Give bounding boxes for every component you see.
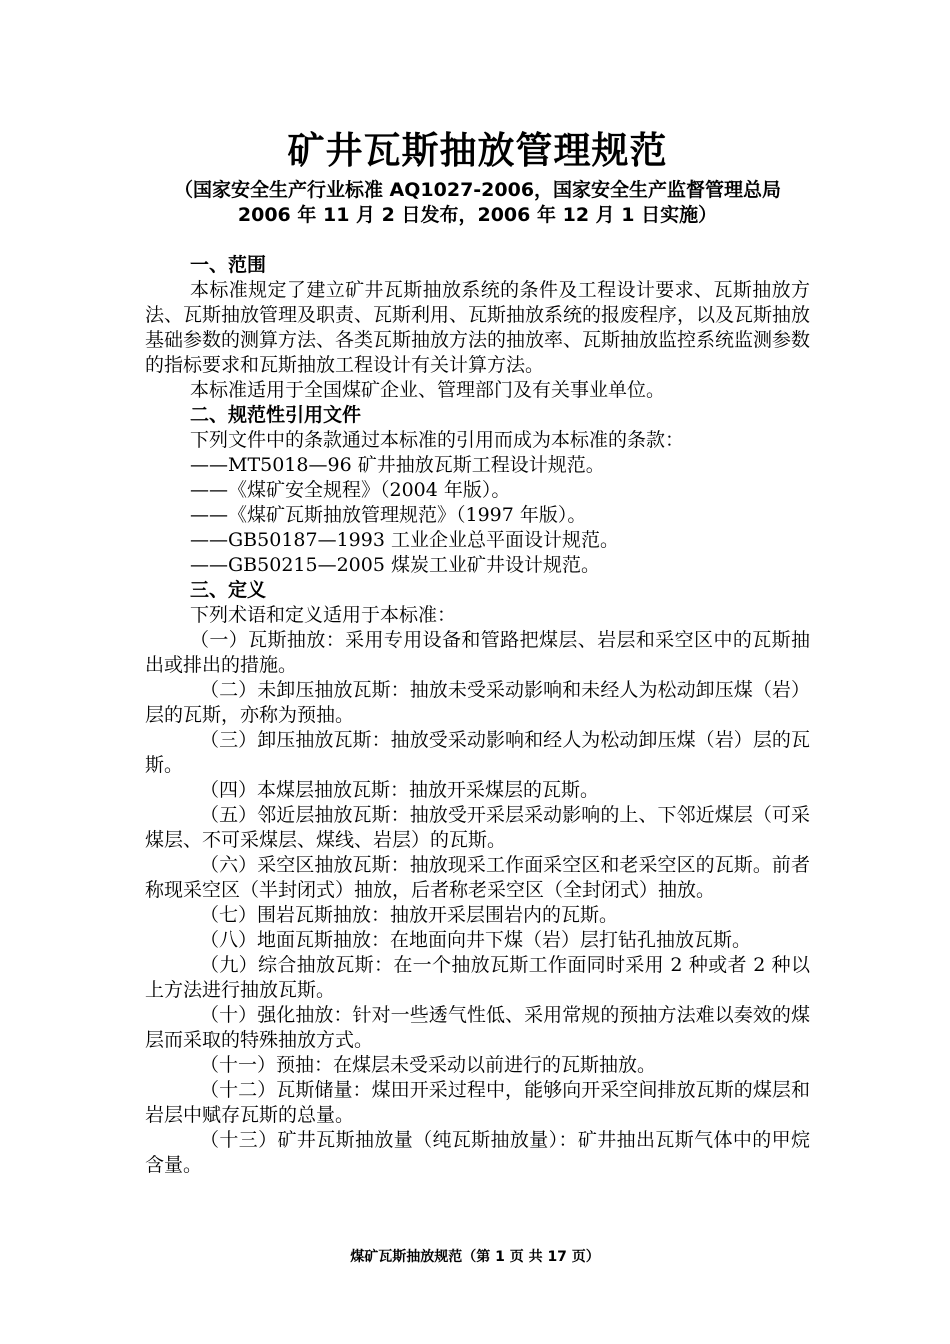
definition-item: （一）瓦斯抽放：采用专用设备和管路把煤层、岩层和采空区中的瓦斯抽出或排出的措施。	[145, 629, 810, 676]
section-heading-scope: 一、范围	[190, 254, 267, 276]
scope-paragraph-1: 本标准规定了建立矿井瓦斯抽放系统的条件及工程设计要求、瓦斯抽放方法、瓦斯抽放管理及职责、瓦斯利用、瓦斯抽放系统的报废程序，以及瓦斯抽放基础参数的测算方法、各类瓦斯抽放方法的抽放率、瓦斯抽放监控系统监测参数的指标要求和瓦斯抽放工程设计有关计算方法。	[145, 279, 811, 376]
reference-item: ——MT5018—96 矿井抽放瓦斯工程设计规范。	[190, 454, 605, 476]
definition-item: （九）综合抽放瓦斯：在一个抽放瓦斯工作面同时采用 2 种或者 2 种以上方法进行抽放瓦斯。	[145, 954, 810, 1001]
definitions-intro: 下列术语和定义适用于本标准：	[190, 604, 457, 626]
definition-item: （三）卸压抽放瓦斯：抽放受采动影响和经人为松动卸压煤（岩）层的瓦斯。	[145, 729, 810, 776]
reference-item: ——GB50187—1993 工业企业总平面设计规范。	[190, 529, 619, 551]
document-title: 矿井瓦斯抽放管理规范	[287, 129, 668, 172]
reference-item: ——GB50215—2005 煤炭工业矿井设计规范。	[190, 554, 600, 576]
definition-item: （七）围岩瓦斯抽放：抽放开采层围岩内的瓦斯。	[200, 904, 619, 926]
definition-item: （十）强化抽放：针对一些透气性低、采用常规的预抽方法难以奏效的煤层而采取的特殊抽放方式。	[145, 1004, 810, 1051]
reference-item: ——《煤矿安全规程》（2004 年版）。	[190, 479, 511, 501]
definition-item: （四）本煤层抽放瓦斯：抽放开采煤层的瓦斯。	[200, 779, 600, 801]
definition-item: （十三）矿井瓦斯抽放量（纯瓦斯抽放量）：矿井抽出瓦斯气体中的甲烷含量。	[145, 1129, 810, 1176]
definition-item: （十一）预抽：在煤层未受采动以前进行的瓦斯抽放。	[200, 1054, 657, 1076]
scope-paragraph-2: 本标准适用于全国煤矿企业、管理部门及有关事业单位。	[190, 379, 666, 401]
section-heading-references: 二、规范性引用文件	[190, 404, 362, 426]
references-intro: 下列文件中的条款通过本标准的引用而成为本标准的条款：	[190, 429, 685, 451]
definition-item: （五）邻近层抽放瓦斯：抽放受开采层采动影响的上、下邻近煤层（可采煤层、不可采煤层、煤线、岩层）的瓦斯。	[145, 804, 810, 851]
document-body	[145, 128, 810, 1178]
page-footer: 煤矿瓦斯抽放规范（第 1 页 共 17 页）	[350, 1249, 600, 1265]
section-heading-definitions: 三、定义	[190, 579, 267, 601]
definition-item: （六）采空区抽放瓦斯：抽放现采工作面采空区和老采空区的瓦斯。前者称现采空区（半封闭式）抽放，后者称老采空区（全封闭式）抽放。	[145, 854, 810, 901]
reference-item: ——《煤矿瓦斯抽放管理规范》（1997 年版）。	[190, 504, 587, 526]
document-subtitle-line2: 2006 年 11 月 2 日发布，2006 年 12 月 1 日实施）	[237, 204, 718, 226]
definition-item: （二）未卸压抽放瓦斯：抽放未受采动影响和未经人为松动卸压煤（岩）层的瓦斯，亦称为预抽。	[145, 679, 810, 726]
definition-item: （十二）瓦斯储量：煤田开采过程中，能够向开采空间排放瓦斯的煤层和岩层中赋存瓦斯的总量。	[145, 1079, 810, 1126]
document-subtitle-line1: （国家安全生产行业标准 AQ1027-2006，国家安全生产监督管理总局	[173, 179, 782, 201]
definition-item: （八）地面瓦斯抽放：在地面向井下煤（岩）层打钻孔抽放瓦斯。	[200, 929, 752, 951]
